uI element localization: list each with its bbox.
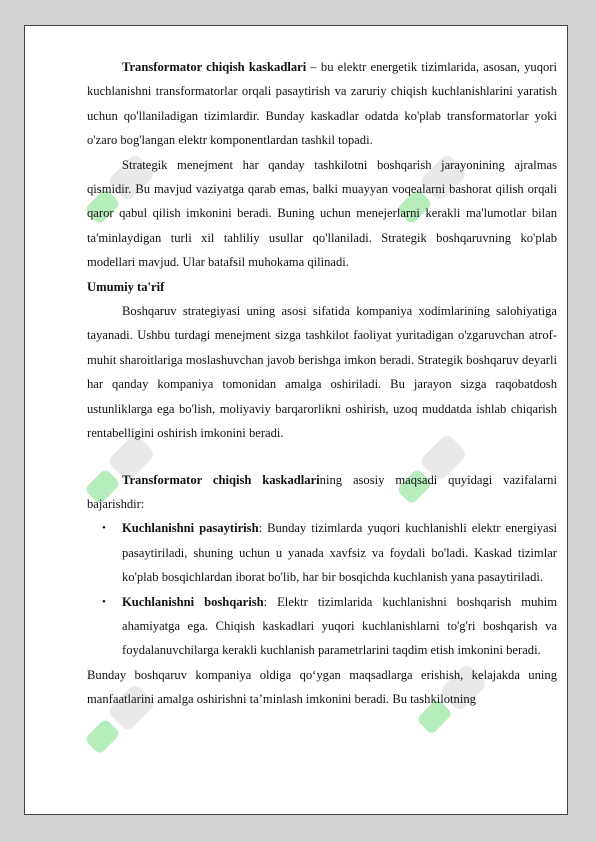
list-item-term: Kuchlanishni pasaytirish (122, 521, 259, 536)
list-item (102, 590, 557, 663)
list-item-term: Kuchlanishni boshqarish (122, 594, 264, 609)
list-item (102, 516, 557, 589)
paragraph-text: ning asosiy maqsadi quyidagi vazifalarni bajarishdir: (87, 472, 557, 511)
paragraph-purpose (87, 468, 557, 517)
list-item-text: : Elektr tizimlarida kuchlanishni boshqarish muhim ahamiyatga ega. Chiqish kaskadlari yuqori kuchlanishlarni to'g'ri boshqarish va foydalanuvchilarga kerakli kuchlanish parametrlarini taqdim etish imkonini beradi. (122, 594, 557, 658)
bullet-icon: • (102, 595, 106, 608)
document-page (24, 25, 568, 815)
paragraph-spacer (87, 446, 557, 468)
term-bold: Transformator chiqish kaskadlari (122, 472, 320, 487)
paragraph-closing: Bunday boshqaruv kompaniya oldiga qo‘ygan maqsadlarga erishish, kelajakda uning manfaatlarini amalga oshirishni ta’minlash imkonini beradi. Bu tashkilotning (87, 667, 557, 707)
section-heading: Umumiy ta'rif (87, 279, 165, 294)
list-item-text: : Bunday tizimlarda yuqori kuchlanishli elektr energiyasi pasaytiriladi, shuning uchun u yanada xavfsiz va foydali bo'ladi. Kaskad tizimlar ko'plab bosqichlardan iborat bo'lib, har bir bosqichda kuchlanish yana pasaytiriladi. (122, 521, 557, 585)
bullet-icon: • (102, 522, 106, 535)
document-body (87, 55, 557, 712)
paragraph-text: – bu elektr energetik tizimlarida, asosan, yuqori kuchlanishni transformatorlar orqali pasaytirish va zaruriy chiqish kuchlanishlarini yaratish uchun qo'llaniladigan tizimlardir. Bunday kaskadlar odatda ko'plab transformatorlar yoki o'zaro bog'langan elektr komponentlardan tashkil topadi. (87, 60, 557, 148)
bullet-list (87, 516, 557, 662)
paragraph-strategic-management: Strategik menejment har qanday tashkilotni boshqarish jarayonining ajralmas qismidir. Bu mavjud vaziyatga qarab emas, balki muayyan voqealarni bashorat qilish orqali qaror qabul qilish imkonini beradi. Buning uchun menejerlarni kerakli ma'lumotlar bilan ta'minlaydigan turli xil tahliliy usullar qo'llaniladi. Strategik boshqaruvning ko'plab modellari mavjud. Ular batafsil muhokama qilinadi. (87, 157, 557, 270)
paragraph-definition: Boshqaruv strategiyasi uning asosi sifatida kompaniya xodimlarining salohiyatiga tayanadi. Ushbu turdagi menejment sizga tashkilot faoliyat yuritadigan o'zgaruvchan atrof-muhit sharoitlariga moslashuvchan javob berishga imkon beradi. Strategik boshqaruv deyarli har qanday kompaniya tomonidan amalga oshiriladi. Bu jarayon sizga raqobatdosh ustunliklarga ega bo'lish, moliyaviy barqarorlikni oshirish, uzoq muddatda ishlab chiqarish rentabelligini oshirish imkonini beradi. (87, 304, 557, 441)
term-bold: Transformator chiqish kaskadlari (122, 60, 307, 74)
paragraph-intro (87, 55, 557, 153)
